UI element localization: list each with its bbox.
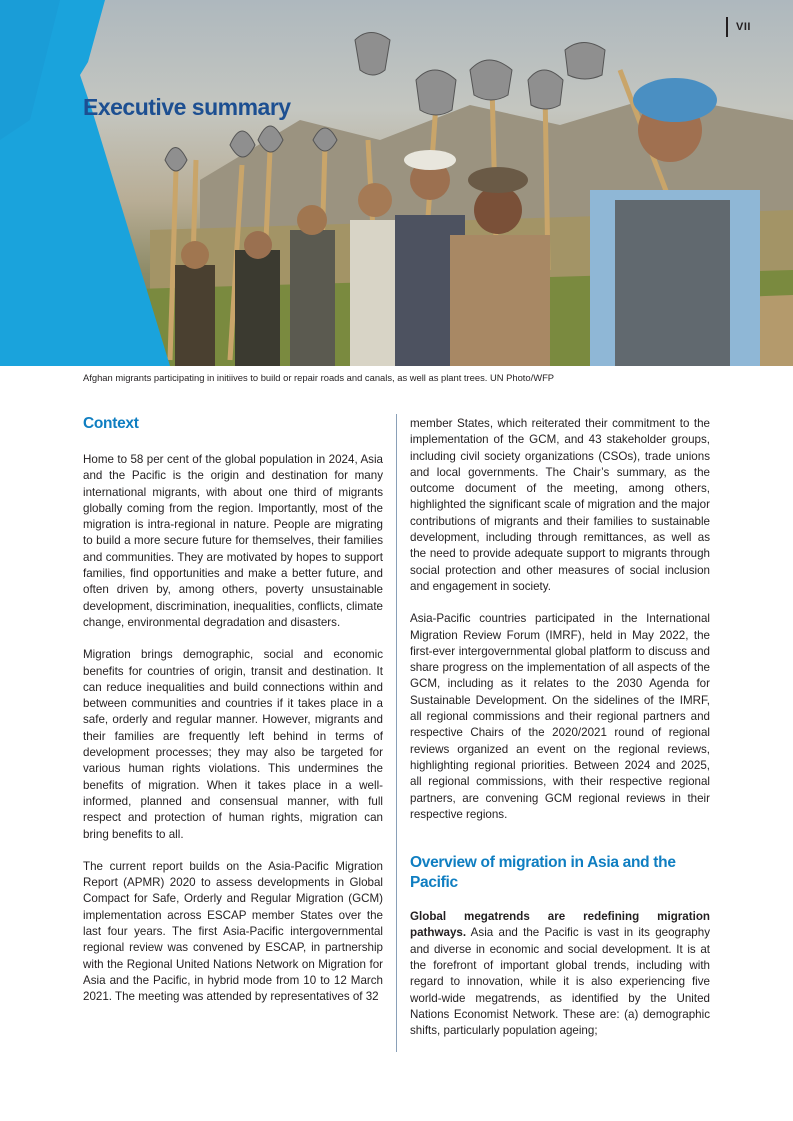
paragraph: The current report builds on the Asia-Pacific Migration Report (APMR) 2020 to assess developments in Global Compact for Safe, Orderly and Regular Migration (GCM) implementation across ESCAP member States over the last four years. The first Asia-Pacific intergovernmental regional review was convened by ESCAP, in partnership with the Regional United Nations Network on Migration for Asia and the Pacific, in hybrid mode from 10 to 12 March 2021. The meeting was attended by representatives of 32 <box>83 859 383 1004</box>
hero-illustration <box>0 0 793 366</box>
lead-text: Asia and the Pacific is vast in its geography and diverse in economic and social development. It is at the forefront of important global trends, including with regard to innovation, while it is also experiencing five world-wide megatrends, as identified by the United Nations Economist Network. These are: (a) demographic shifts, particularly population ageing; <box>410 926 710 1038</box>
photo-caption: Afghan migrants participating in initiives to build or repair roads and canals, as well as plant trees. UN Photo/WFP <box>83 372 555 383</box>
column-divider <box>396 414 397 1052</box>
page-title: Executive summary <box>83 94 291 120</box>
page-number-divider <box>726 17 728 37</box>
paragraph: Home to 58 per cent of the global population in 2024, Asia and the Pacific is the origin and destination for many international migrants, with about one third of migrants globally coming from the region. Importantly, most of the migration is intra-regional in nature. People are migrating to build a more secure future for themselves, their families and communities. They are motivated by hopes to support families, find opportunities and make a better future, and often driven by, among others, poverty unsustainable development, discrimination, inequalities, conflicts, climate change, environmental degradation and disasters. <box>83 453 383 629</box>
left-column <box>83 414 383 1022</box>
hero-photo <box>0 0 793 366</box>
section-heading-overview: Overview of migration in Asia and the Pacific <box>410 854 676 892</box>
paragraph: Asia-Pacific countries participated in the International Migration Review Forum (IMRF), held in May 2022, the first-ever intergovernmental global platform to discuss and share progress on the implementation of all aspects of the GCM, including as it relates to the 2030 Agenda for Sustainable Development. On the sidelines of the IMRF, all regional commissions and their regional partners and respective Chairs of the 2020/2021 round of regional reviews organized an event on the regional reviews, highlighting regional priorities. Between 2024 and 2025, all regional commissions, with their respective regional partners, are convening GCM regional reviews in their respective regions. <box>410 612 710 821</box>
bold-lead: Global megatrends are redefining migration pathways. <box>410 910 710 940</box>
paragraph <box>410 909 710 1039</box>
right-column <box>410 416 710 1056</box>
paragraph: Migration brings demographic, social and economic benefits for countries of origin, transit and destination. It can reduce inequalities and build connections within and between communities and countries if it takes place in a safe, orderly and regular manner. However, migrants and their families are frequently left behind in terms of development processes; they may also be targeted for various human rights violations. This undermines the benefits of migration. When it takes place in a well-informed, planned and consensual manner, with full respect and protection of human rights, migration can bring benefits to all. <box>83 648 383 841</box>
section-heading-context: Context <box>83 415 139 432</box>
paragraph: member States, which reiterated their commitment to the implementation of the GCM, and 43 stakeholder groups, including civil society organizations (CSOs), trade unions and local governments. The Chair’s summary, as the outcome document of the meeting, among others, highlighted the significant scale of migration and the major contributions of migrants and their families to sustainable development, including through remittances, as well as the need to provide adequate support to migrants through social protection and other measures of social inclusion and engagement in society. <box>410 417 710 593</box>
page-number: VII <box>736 21 751 33</box>
